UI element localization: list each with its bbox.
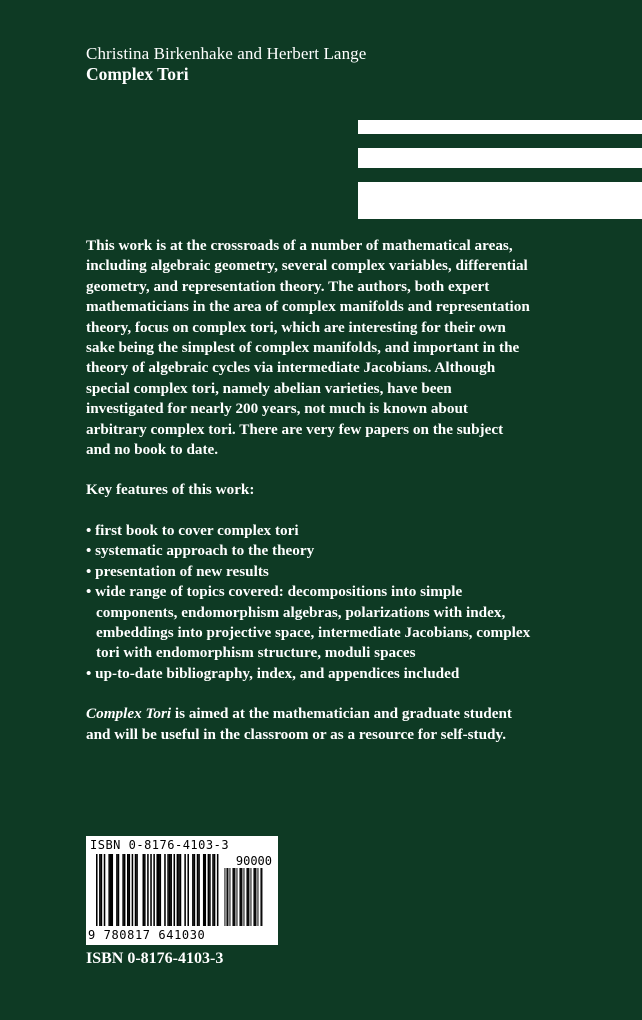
barcode-bar: [217, 854, 219, 926]
feature-item: • systematic approach to the theory: [86, 542, 315, 560]
barcode-bar: [108, 854, 110, 926]
feature-item-continuation: tori with endomorphism structure, moduli spaces: [96, 644, 416, 662]
cover-authors: Christina Birkenhake and Herbert Lange: [86, 44, 367, 63]
closing-paragraph: [86, 704, 586, 745]
barcode-bar: [194, 854, 196, 926]
feature-item-continuation: components, endomorphism algebras, polarizations with index,: [96, 603, 506, 621]
barcode-bar: [118, 854, 120, 926]
barcode-bar: [160, 854, 162, 926]
barcode-ean-digits: 9 780817 641030: [88, 928, 206, 942]
cover-title: Complex Tori: [86, 64, 189, 84]
barcode-bar: [116, 854, 118, 926]
barcode-bar: [187, 854, 189, 926]
back-cover-text: [86, 236, 586, 745]
feature-item: • first book to cover complex tori: [86, 521, 299, 539]
barcode-bar: [150, 854, 152, 926]
barcode-bar: [110, 854, 112, 926]
bullet-icon: •: [86, 664, 92, 682]
barcode-bar: [178, 854, 180, 926]
description-line: investigated for nearly 200 years, not much is known about: [86, 400, 468, 418]
barcode-bar: [203, 854, 205, 926]
barcode-addon-bar: [227, 868, 228, 926]
decorative-bar-3: [358, 182, 642, 219]
barcode-bar: [153, 854, 155, 926]
barcode-addon-bar: [224, 868, 225, 926]
description-line: sake being the simplest of complex manifolds, and important in the: [86, 339, 520, 357]
barcode-addon-number: 90000: [235, 854, 272, 868]
features-heading: Key features of this work:: [86, 481, 255, 499]
barcode-bar: [99, 854, 101, 926]
decorative-bar-2: [358, 148, 642, 168]
barcode-bar: [112, 854, 114, 926]
barcode-bar: [104, 854, 106, 926]
barcode-bar: [127, 854, 129, 926]
features-list: [86, 521, 586, 684]
barcode-bar: [96, 854, 98, 926]
barcode-addon-bar: [247, 868, 248, 926]
barcode-bar: [147, 854, 149, 926]
barcode-bar: [169, 854, 171, 926]
barcode-bar: [198, 854, 200, 926]
barcode-addon-bar: [240, 868, 241, 926]
description-line: arbitrary complex tori. There are very few papers on the subject: [86, 420, 504, 438]
barcode-bar: [144, 854, 146, 926]
barcode-bar: [129, 854, 131, 926]
barcode-addon-bar: [257, 868, 258, 926]
barcode-addon-bar: [254, 868, 255, 926]
description-line: and no book to date.: [86, 441, 219, 459]
barcode-bar: [174, 854, 176, 926]
barcode-bar: [136, 854, 138, 926]
barcode-bar: [192, 854, 194, 926]
closing-line: and will be useful in the classroom or as a resource for self-study.: [86, 725, 507, 743]
barcode-addon-bar: [261, 868, 262, 926]
closing-line: Complex Tori is aimed at the mathematician and graduate student: [86, 705, 512, 723]
description-line: mathematicians in the area of complex manifolds and representation: [86, 298, 530, 316]
description-line: geometry, and representation theory. The authors, both expert: [86, 277, 490, 295]
feature-item: • up-to-date bibliography, index, and appendices included: [86, 664, 460, 682]
barcode-addon-bar: [255, 868, 256, 926]
barcode-bar: [205, 854, 207, 926]
description-line: This work is at the crossroads of a number of mathematical areas,: [86, 237, 513, 254]
bullet-icon: •: [86, 542, 92, 560]
barcode-addon-bar: [232, 868, 233, 926]
barcode-bar: [208, 854, 210, 926]
barcode-bar: [197, 854, 199, 926]
barcode-addon-bar: [229, 868, 230, 926]
barcode-bar: [212, 854, 214, 926]
barcode-bar: [135, 854, 137, 926]
barcode: [86, 836, 278, 945]
barcode-bar: [184, 854, 186, 926]
barcode-addon-bar: [236, 868, 237, 926]
barcode-bar: [177, 854, 179, 926]
bullet-icon: •: [86, 583, 92, 601]
barcode-addon-bar: [239, 868, 240, 926]
barcode-bar: [122, 854, 124, 926]
decorative-bar-1: [358, 120, 642, 134]
barcode-addon-bar: [241, 868, 242, 926]
barcode-addon-bar: [250, 868, 251, 926]
closing-book-title: Complex Tori: [86, 705, 172, 723]
barcode-addon-bar: [226, 868, 227, 926]
barcode-addon-bar: [233, 868, 234, 926]
description-line: theory of algebraic cycles via intermediate Jacobians. Although: [86, 359, 496, 377]
barcode-addon-bar: [234, 868, 235, 926]
barcode-bar: [143, 854, 145, 926]
barcode-bar: [214, 854, 216, 926]
barcode-addon-bar: [243, 868, 244, 926]
bullet-icon: •: [86, 562, 92, 580]
barcode-addon-bar: [253, 868, 254, 926]
barcode-addon-bar: [248, 868, 249, 926]
bullet-icon: •: [86, 521, 92, 539]
feature-item-continuation: embeddings into projective space, intermediate Jacobians, complex: [96, 623, 531, 641]
barcode-bar: [124, 854, 126, 926]
feature-item: • presentation of new results: [86, 562, 269, 580]
barcode-bar: [156, 854, 158, 926]
barcode-bar: [132, 854, 134, 926]
barcode-bar: [101, 854, 103, 926]
description-paragraph: [86, 236, 586, 460]
description-line: including algebraic geometry, several complex variables, differential: [86, 257, 528, 275]
barcode-bar: [167, 854, 169, 926]
description-line: special complex tori, namely abelian varieties, have been: [86, 379, 452, 397]
barcode-bar: [180, 854, 182, 926]
barcode-bar: [209, 854, 211, 926]
barcode-isbn-label: ISBN 0-8176-4103-3: [90, 838, 230, 852]
feature-item: • wide range of topics covered: decompositions into simple: [86, 583, 463, 601]
barcode-addon-bar: [246, 868, 247, 926]
barcode-addon-bar: [260, 868, 261, 926]
description-line: theory, focus on complex tori, which are interesting for their own: [86, 318, 506, 336]
barcode-bar: [164, 854, 166, 926]
barcode-bar: [158, 854, 160, 926]
barcode-bars: [92, 854, 274, 926]
isbn-footer: ISBN 0-8176-4103-3: [86, 950, 224, 967]
barcode-bar: [170, 854, 172, 926]
